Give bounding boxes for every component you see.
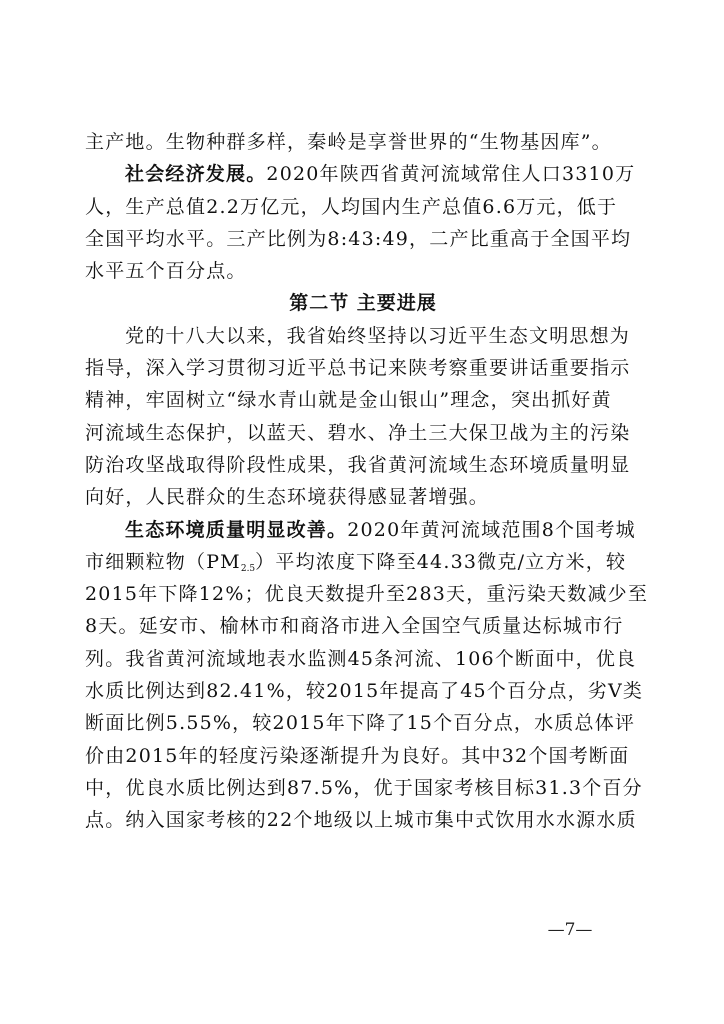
paragraph-line: 列。我省黄河流域地表水监测45条河流、106个断面中，优良	[85, 647, 637, 670]
paragraph-line: 全国平均水平。三产比例为8:43:49，二产比重高于全国平均	[85, 227, 632, 250]
paragraph-line: 水平五个百分点。	[85, 260, 247, 283]
paragraph-line: 向好，人民群众的生态环境获得感显著增强。	[85, 486, 490, 509]
paragraph-line: 市细颗粒物$(PM_{2.5})$平均浓度下降至44.33微克/立方米，较	[85, 550, 627, 574]
paragraph-line: 河流域生态保护，以蓝天、碧水、净土三大保卫战为主的污染	[85, 421, 631, 444]
paragraph-line: 主产地。生物种群多样，秦岭是享誉世界的“生物基因库”。	[85, 131, 612, 153]
bold-lead: 生态环境质量明显改善。	[125, 518, 348, 541]
section-heading: 第二节 主要进展	[289, 292, 437, 315]
paragraph-line: 水质比例达到82.41%，较2015年提高了45个百分点，劣Ⅴ类	[85, 680, 644, 703]
paragraph-line: 8天。延安市、榆林市和商洛市进入全国空气质量达标城市行	[85, 615, 624, 638]
paragraph-line: 生态环境质量明显改善。2020年黄河流域范围8个国考城	[125, 518, 636, 541]
paragraph-line: 点。纳入国家考核的22个地级以上城市集中式饮用水水源水质	[85, 809, 637, 832]
paragraph-line: 防治攻坚战取得阶段性成果，我省黄河流域生态环境质量明显	[85, 453, 631, 476]
body-text	[85, 126, 649, 837]
subscript: 2.5	[240, 563, 256, 574]
bold-lead: 社会经济发展。	[125, 163, 267, 186]
paragraph-line: 精神，牢固树立“绿水青山就是金山银山”理念，突出抓好黄	[85, 389, 612, 412]
page-number: —7—	[547, 920, 593, 940]
paragraph-line: 中，优良水质比例达到87.5%，优于国家考核目标31.3个百分	[85, 776, 643, 799]
paragraph-line: 断面比例5.55%，较2015年下降了15个百分点，水质总体评	[85, 712, 636, 735]
paragraph-line: 2015年下降12%；优良天数提升至283天，重污染天数减少至	[85, 583, 649, 606]
paragraph-line: 价由2015年的轻度污染逐渐提升为良好。其中32个国考断面	[85, 744, 630, 767]
paragraph-line: 党的十八大以来，我省始终坚持以习近平生态文明思想为	[125, 324, 631, 347]
paragraph-line: 指导，深入学习贯彻习近平总书记来陕考察重要讲话重要指示	[85, 357, 631, 380]
paragraph-line: 社会经济发展。2020年陕西省黄河流域常住人口3310万	[125, 163, 636, 186]
paragraph-line: 人，生产总值2.2万亿元，人均国内生产总值6.6万元，低于	[85, 195, 618, 218]
